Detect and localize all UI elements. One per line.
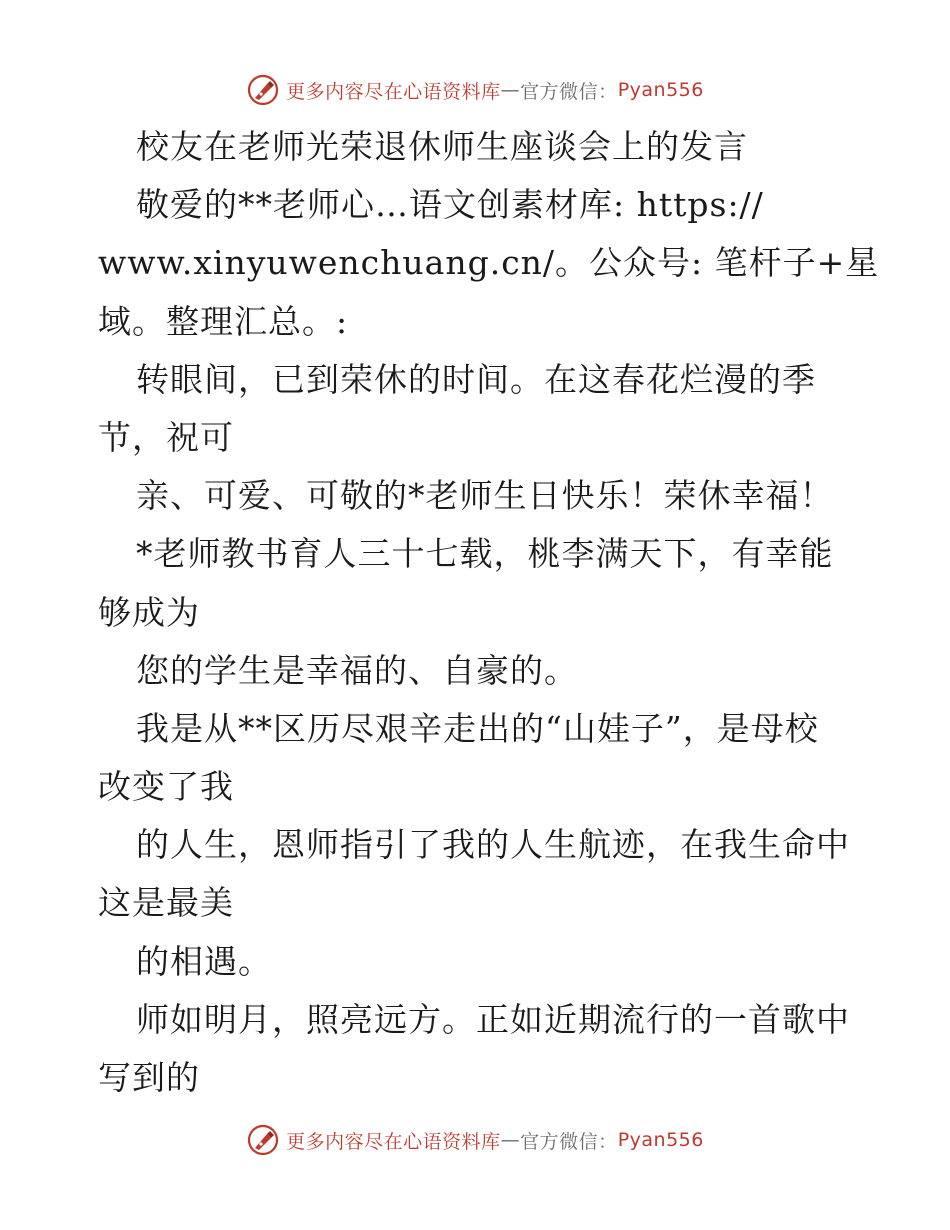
text-line: 校友在老师光荣退休师生座谈会上的发言 xyxy=(136,127,748,166)
text-line: 节，祝可 xyxy=(98,417,234,457)
banner-wechat-id: Pyan556 xyxy=(617,79,704,101)
text-line: 师如明月，照亮远方。正如近期流行的一首歌中 xyxy=(136,999,850,1039)
text-line: 转眼间，已到荣休的时间。在这春花烂漫的季 xyxy=(136,359,816,399)
banner-brand: 更多内容尽在心语资料库 xyxy=(286,80,501,103)
text-line: 的相遇。 xyxy=(136,941,272,981)
text-line: 够成为 xyxy=(98,592,200,632)
text-line: www.xinyuwenchuang.cn/。公众号: 笔杆子+星 xyxy=(98,243,880,283)
footer-banner xyxy=(0,1120,950,1160)
banner-wechat-id: Pyan556 xyxy=(617,1129,704,1151)
text-line: 亲、可爱、可敬的*老师生日快乐！荣休幸福！ xyxy=(136,476,834,516)
document-body xyxy=(98,118,880,1107)
banner-label: 官方微信： xyxy=(520,80,618,103)
banner-dash: — xyxy=(500,79,521,101)
banner-brand: 更多内容尽在心语资料库 xyxy=(286,1130,501,1153)
header-banner xyxy=(0,70,950,110)
pen-nib-logo-icon xyxy=(246,1123,280,1157)
text-line: 您的学生是幸福的、自豪的。 xyxy=(136,650,578,690)
banner-label: 官方微信： xyxy=(520,1130,618,1153)
text-line: 的人生，恩师指引了我的人生航迹，在我生命中 xyxy=(136,825,850,865)
text-line: 我是从**区历尽艰辛走出的“山娃子”，是母校 xyxy=(136,708,819,748)
banner-dash: — xyxy=(500,1129,521,1151)
text-line: 写到的 xyxy=(98,1058,200,1097)
text-line: 域。整理汇总。: xyxy=(98,301,349,341)
text-line: 改变了我 xyxy=(98,767,234,807)
text-line: 敬爱的**老师心…语文创素材库: https:// xyxy=(136,185,764,225)
text-line: *老师教书育人三十七载，桃李满天下，有幸能 xyxy=(136,534,834,574)
pen-nib-logo-icon xyxy=(246,73,280,107)
text-line: 这是最美 xyxy=(98,883,234,923)
